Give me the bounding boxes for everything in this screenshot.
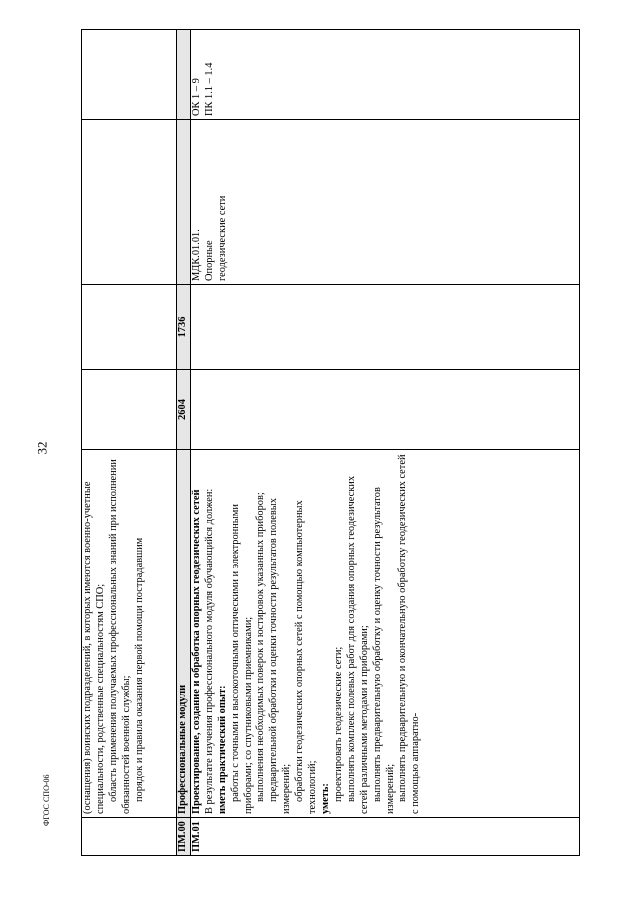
mdk-line: Опорные xyxy=(203,240,215,281)
total-hours-cell: 2604 xyxy=(177,370,191,450)
content-paragraph: проектировать геодезические сети; xyxy=(332,646,344,802)
mdk-line: МДК.01.01. xyxy=(190,229,202,281)
content-paragraph: Проектирование, создание и обработка опорных геодезических сетей xyxy=(190,489,202,814)
table-row xyxy=(82,30,177,856)
content-paragraph: порядок и правила оказания первой помощи пострадавшим xyxy=(133,537,145,802)
content-paragraph: В результате изучения профессионального модуля обучающийся должен: xyxy=(203,488,215,814)
table-row xyxy=(177,30,191,856)
content-paragraph: выполнения необходимых поверок и юстировок указанных приборов; xyxy=(255,492,267,802)
content-paragraph: (оснащения) воинских подразделений, в которых имеются военно-учетные специальности, родственные специальностям СПО; xyxy=(82,481,106,814)
curriculum-table xyxy=(81,29,580,856)
content-paragraph: уметь: xyxy=(319,783,331,814)
competence-line: ОК 1 – 9 xyxy=(190,78,202,116)
mdk-line: геодезические сети xyxy=(216,195,228,281)
content-paragraph: иметь практический опыт: xyxy=(216,685,228,814)
content-paragraph: Профессиональные модули xyxy=(177,684,188,814)
content-cell xyxy=(177,450,191,818)
mdk-cell xyxy=(190,120,579,285)
mdk-cell xyxy=(177,120,191,285)
footer-code: ФГОС СПО-06 xyxy=(42,774,51,826)
content-paragraph: работы с точными и высокоточными оптическими и электронными приборами; со спутниковыми приемниками; xyxy=(229,504,254,814)
classroom-hours-cell xyxy=(82,285,177,370)
competences-cell xyxy=(190,30,579,120)
table-container xyxy=(81,30,577,856)
table-row xyxy=(190,30,579,856)
competences-cell xyxy=(82,30,177,120)
content-cell xyxy=(190,450,579,818)
content-cell xyxy=(82,450,177,818)
classroom-hours-cell xyxy=(190,285,579,370)
total-hours-cell xyxy=(82,370,177,450)
module-code-cell xyxy=(82,818,177,856)
content-paragraph: выполнять комплекс полевых работ для создания опорных геодезических сетей различными методами и приборами; xyxy=(345,475,370,814)
content-paragraph: выполнять предварительную обработку и оценку точности результатов измерений; xyxy=(371,487,396,814)
total-hours-cell xyxy=(190,370,579,450)
content-paragraph: обработки геодезических опорных сетей с помощью компьютерных технологий; xyxy=(294,500,319,814)
competence-line: ПК 1.1 – 1.4 xyxy=(203,62,215,116)
mdk-cell xyxy=(82,120,177,285)
module-code-cell: ПМ.00 xyxy=(177,818,191,856)
content-paragraph: выполнять предварительную и окончательную обработку геодезических сетей с помощью аппаратно- xyxy=(397,454,422,814)
classroom-hours-cell: 1736 xyxy=(177,285,191,370)
competences-cell xyxy=(177,30,191,120)
page-number: 32 xyxy=(34,441,50,455)
module-code-cell: ПМ.01 xyxy=(190,818,579,856)
content-paragraph: предварительной обработки и оценки точности результатов полевых измерений; xyxy=(268,498,293,814)
content-paragraph: область применения получаемых профессиональных знаний при исполнении обязанностей военной службы; xyxy=(107,459,132,814)
